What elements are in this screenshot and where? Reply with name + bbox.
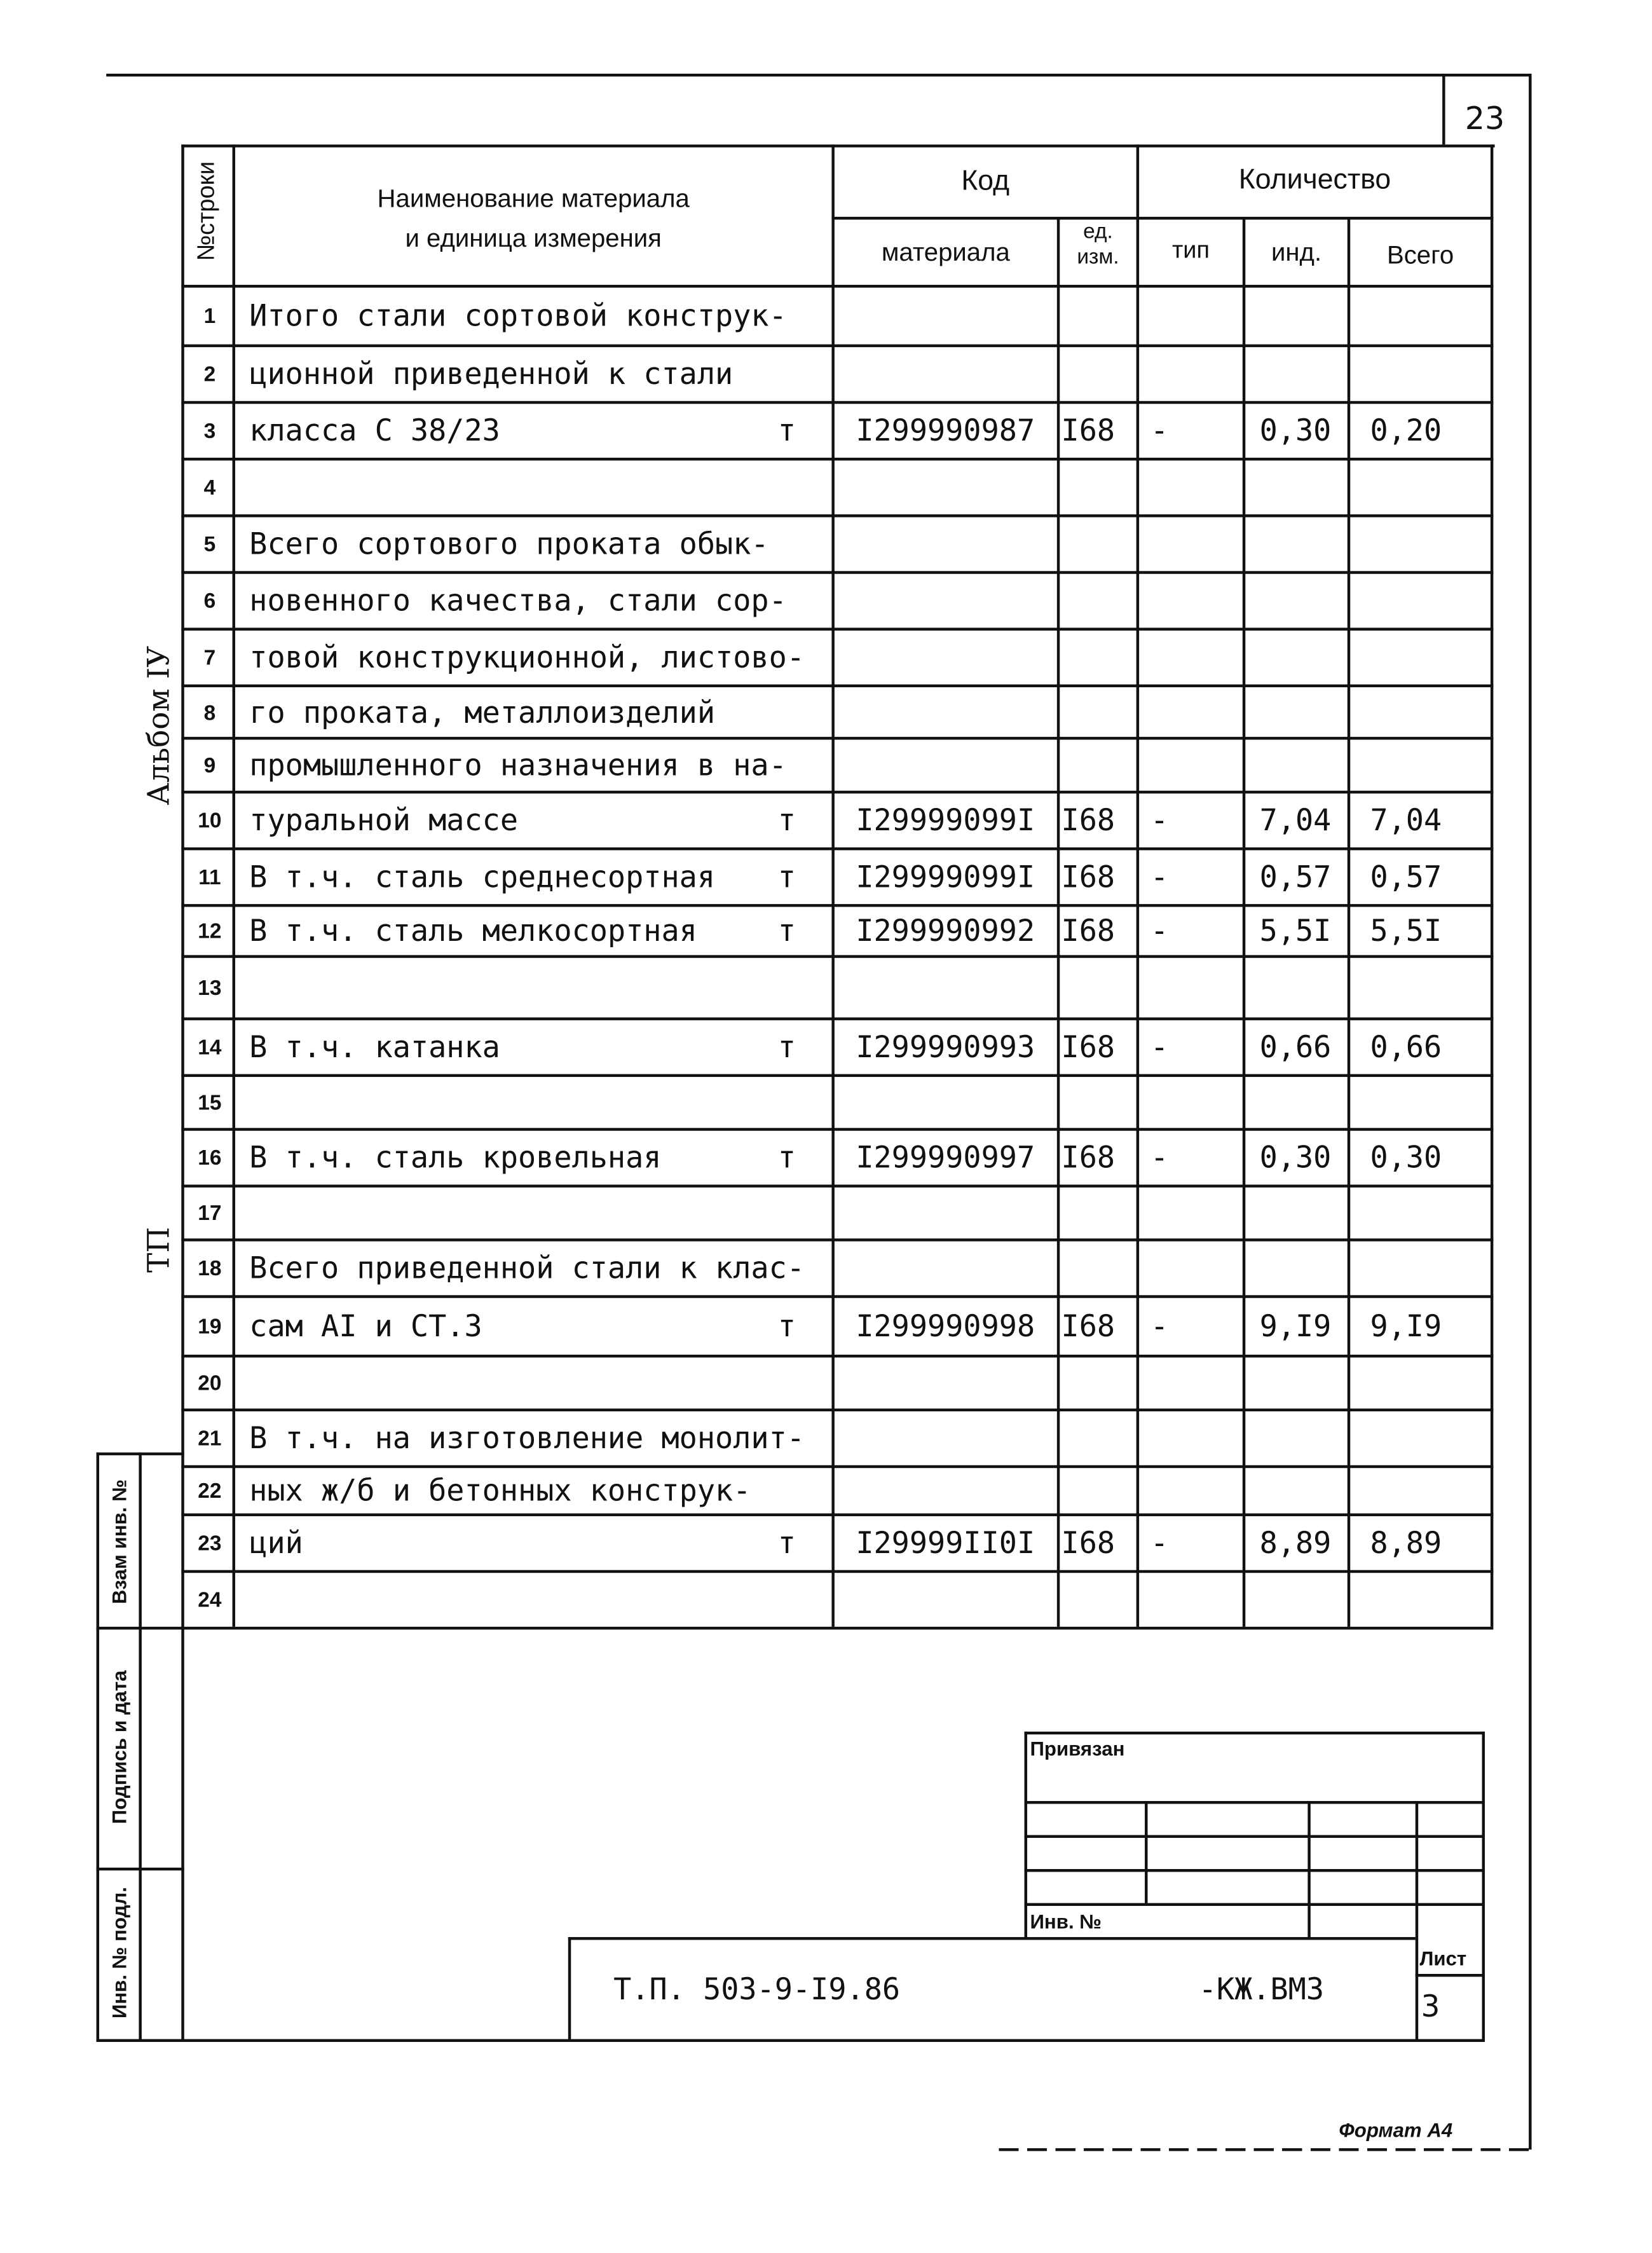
- code-unit-col-border: [1137, 144, 1139, 1627]
- side-album-label: Альбом IУ: [141, 645, 176, 805]
- row-unit: т: [777, 860, 796, 894]
- strip-inv-podl-label: Инв. № подл.: [107, 1887, 131, 2019]
- stamp-designation: Т.П. 503-9-I9.86: [613, 1972, 901, 2007]
- row-material-code: I299990987: [856, 413, 1035, 448]
- row-divider: [181, 1355, 1493, 1357]
- row-number: 13: [198, 976, 222, 1001]
- row-unit: т: [777, 1526, 796, 1561]
- row-divider: [181, 345, 1493, 347]
- row-material-code: I299990997: [856, 1140, 1035, 1175]
- row-divider: [181, 627, 1493, 630]
- row-qty-total: 0,57: [1370, 860, 1442, 894]
- row-divider: [181, 514, 1493, 517]
- row-number: 6: [203, 589, 216, 614]
- row-number: 21: [198, 1427, 222, 1451]
- row-qty-total: 0,20: [1370, 413, 1442, 448]
- header-name-line2: и единица измерения: [405, 224, 662, 252]
- row-material-code: I299990993: [856, 1030, 1035, 1064]
- row-material-name: го проката, металлоизделий: [249, 695, 716, 729]
- header-code-unit: ед. изм.: [1077, 219, 1119, 270]
- row-divider: [181, 955, 1493, 957]
- row-number: 23: [198, 1531, 222, 1556]
- row-unit-code: I68: [1061, 914, 1116, 948]
- row-unit-code: I68: [1061, 1140, 1116, 1175]
- row-qty-ind: 0,30: [1259, 413, 1332, 448]
- row-number: 14: [198, 1036, 222, 1060]
- title-block-top: [568, 1937, 1416, 1940]
- qty-ind-col-border: [1348, 217, 1350, 1627]
- qty-type-col-border: [1243, 217, 1245, 1627]
- name-col-border: [831, 144, 834, 1627]
- row-material-name: класса С 38/23: [249, 413, 500, 448]
- page-number-box-left: [1442, 74, 1445, 144]
- stamp-code: -КЖ.ВМЗ: [1198, 1972, 1325, 2007]
- row-qty-type: -: [1150, 803, 1169, 838]
- row-number: 15: [198, 1091, 222, 1116]
- row-qty-total: 9,I9: [1370, 1309, 1442, 1344]
- code-material-col-border: [1057, 217, 1060, 1627]
- list-box-divider: [1416, 1974, 1485, 1976]
- table-right-border: [1491, 144, 1493, 1627]
- row-divider: [181, 401, 1493, 404]
- row-material-name: В т.ч. сталь мелкосортная: [249, 914, 697, 948]
- row-material-code: I29999II0I: [856, 1526, 1035, 1561]
- row-unit-code: I68: [1061, 860, 1116, 894]
- stamp-list-label: Лист: [1419, 1947, 1467, 1970]
- row-number: 20: [198, 1371, 222, 1396]
- row-number: 10: [198, 809, 222, 833]
- strip-vzam-label: Взам инв. №: [107, 1479, 131, 1605]
- row-material-name: В т.ч. на изготовление монолит-: [249, 1421, 805, 1456]
- row-qty-ind: 0,30: [1259, 1140, 1332, 1175]
- row-number: 18: [198, 1257, 222, 1282]
- row-qty-type: -: [1150, 1140, 1169, 1175]
- row-unit: т: [777, 1030, 796, 1064]
- row-divider: [181, 1238, 1493, 1241]
- row-unit-code: I68: [1061, 1526, 1116, 1561]
- row-divider: [181, 685, 1493, 687]
- row-divider: [181, 1514, 1493, 1516]
- row-number: 5: [203, 533, 216, 557]
- row-unit-code: I68: [1061, 803, 1116, 838]
- row-divider: [181, 904, 1493, 907]
- row-divider: [181, 458, 1493, 460]
- row-material-code: I299990998: [856, 1309, 1035, 1344]
- stamp-top-border: [1025, 1732, 1485, 1734]
- strip-left-border: [97, 1453, 99, 2042]
- row-material-name: Всего сортового проката обык-: [249, 527, 769, 561]
- row-unit: т: [777, 413, 796, 448]
- row-qty-total: 8,89: [1370, 1526, 1442, 1561]
- footer-dashed-line: [999, 2148, 1530, 2151]
- row-divider: [181, 1409, 1493, 1411]
- row-qty-total: 0,30: [1370, 1140, 1442, 1175]
- row-material-name: В т.ч. катанка: [249, 1030, 500, 1064]
- row-divider: [181, 1128, 1493, 1130]
- row-number: 1: [203, 305, 216, 329]
- header-code-material: материала: [881, 238, 1010, 267]
- strip-podpis-label: Подпись и дата: [107, 1670, 131, 1825]
- row-material-code: I299990992: [856, 914, 1035, 948]
- row-divider: [181, 571, 1493, 573]
- row-qty-type: -: [1150, 1309, 1169, 1344]
- row-qty-ind: 8,89: [1259, 1526, 1332, 1561]
- stamp-inv-no: Инв. №: [1030, 1910, 1102, 1933]
- row-unit-code: I68: [1061, 1030, 1116, 1064]
- row-material-name: ных ж/б и бетонных конструк-: [249, 1474, 751, 1508]
- row-qty-ind: 5,5I: [1259, 914, 1332, 948]
- row-unit-code: I68: [1061, 1309, 1116, 1344]
- row-material-name: Всего приведенной стали к клас-: [249, 1251, 805, 1285]
- row-unit: т: [777, 914, 796, 948]
- row-unit-code: I68: [1061, 413, 1116, 448]
- row-divider: [181, 737, 1493, 739]
- row-material-name: ционной приведенной к стали: [249, 357, 734, 392]
- row-divider: [181, 1627, 1493, 1629]
- row-material-name: промышленного назначения в на-: [249, 748, 787, 783]
- rownum-col-border: [233, 144, 235, 1627]
- row-qty-ind: 7,04: [1259, 803, 1332, 838]
- row-material-code: I29999099I: [856, 803, 1035, 838]
- format-label: Формат А4: [1339, 2118, 1453, 2142]
- row-number: 9: [203, 753, 216, 778]
- row-divider: [181, 847, 1493, 850]
- stamp-list-value: 3: [1421, 1989, 1440, 2024]
- row-material-name: ций: [249, 1526, 303, 1561]
- row-qty-type: -: [1150, 1030, 1169, 1064]
- table-top-border: [181, 144, 1494, 147]
- header-bottom-border: [181, 285, 1493, 287]
- row-number: 12: [198, 919, 222, 944]
- row-material-name: В т.ч. сталь среднесортная: [249, 860, 716, 894]
- strip-top-border: [97, 1453, 184, 1455]
- row-qty-type: -: [1150, 860, 1169, 894]
- header-qty-total: Всего: [1386, 240, 1454, 270]
- row-unit: т: [777, 803, 796, 838]
- row-material-name: туральной массе: [249, 803, 519, 838]
- row-divider: [181, 1465, 1493, 1468]
- row-number: 7: [203, 646, 216, 671]
- page-number: 23: [1464, 102, 1505, 138]
- row-number: 2: [203, 362, 216, 387]
- row-qty-ind: 9,I9: [1259, 1309, 1332, 1344]
- row-material-name: В т.ч. сталь кровельная: [249, 1140, 662, 1175]
- row-number: 17: [198, 1202, 222, 1226]
- row-qty-ind: 0,57: [1259, 860, 1332, 894]
- table-left-border: [181, 144, 184, 2040]
- stamp-col-1: [1145, 1801, 1147, 1903]
- stamp-privyazan: Привязан: [1030, 1737, 1125, 1760]
- stamp-col-2: [1307, 1801, 1310, 1938]
- top-border: [106, 74, 1530, 76]
- row-divider: [181, 1570, 1493, 1573]
- header-rownum: №строки: [193, 161, 220, 261]
- row-material-name: новенного качества, стали сор-: [249, 584, 787, 618]
- row-number: 11: [198, 865, 221, 890]
- row-unit: т: [777, 1309, 796, 1344]
- right-border: [1529, 74, 1531, 2149]
- row-number: 24: [198, 1588, 222, 1613]
- header-name-line1: Наименование материала: [377, 184, 690, 213]
- row-number: 22: [198, 1479, 222, 1503]
- bottom-frame-line: [97, 2039, 1485, 2042]
- row-number: 19: [198, 1315, 222, 1339]
- row-material-name: Итого стали сортовой конструк-: [249, 299, 787, 333]
- row-qty-type: -: [1150, 1526, 1169, 1561]
- side-tp-label: ТП: [141, 1226, 176, 1273]
- header-qty-ind: инд.: [1271, 238, 1322, 267]
- stamp-col-3: [1416, 1801, 1418, 2042]
- header-subdivider: [831, 217, 1493, 219]
- row-qty-total: 7,04: [1370, 803, 1442, 838]
- row-number: 4: [203, 476, 216, 500]
- row-material-name: сам АI и СТ.3: [249, 1309, 482, 1344]
- row-number: 8: [203, 701, 216, 725]
- row-qty-type: -: [1150, 914, 1169, 948]
- row-divider: [181, 1295, 1493, 1298]
- row-qty-type: -: [1150, 413, 1169, 448]
- row-qty-ind: 0,66: [1259, 1030, 1332, 1064]
- header-qty-type: тип: [1171, 236, 1210, 264]
- row-divider: [181, 1074, 1493, 1077]
- row-material-name: товой конструкционной, листово-: [249, 640, 805, 675]
- strip-mid-border: [139, 1453, 141, 2042]
- row-qty-total: 0,66: [1370, 1030, 1442, 1064]
- row-divider: [181, 791, 1493, 793]
- header-qty: Количество: [1238, 164, 1391, 196]
- row-number: 16: [198, 1146, 222, 1171]
- row-number: 3: [203, 419, 216, 444]
- row-unit: т: [777, 1140, 796, 1175]
- strip-div-1: [97, 1627, 184, 1629]
- row-divider: [181, 1017, 1493, 1020]
- title-block-left: [568, 1937, 571, 2041]
- header-code: Код: [961, 165, 1010, 197]
- row-material-code: I29999099I: [856, 860, 1035, 894]
- stamp-right-border: [1482, 1732, 1485, 2041]
- row-divider: [181, 1184, 1493, 1187]
- row-qty-total: 5,5I: [1370, 914, 1442, 948]
